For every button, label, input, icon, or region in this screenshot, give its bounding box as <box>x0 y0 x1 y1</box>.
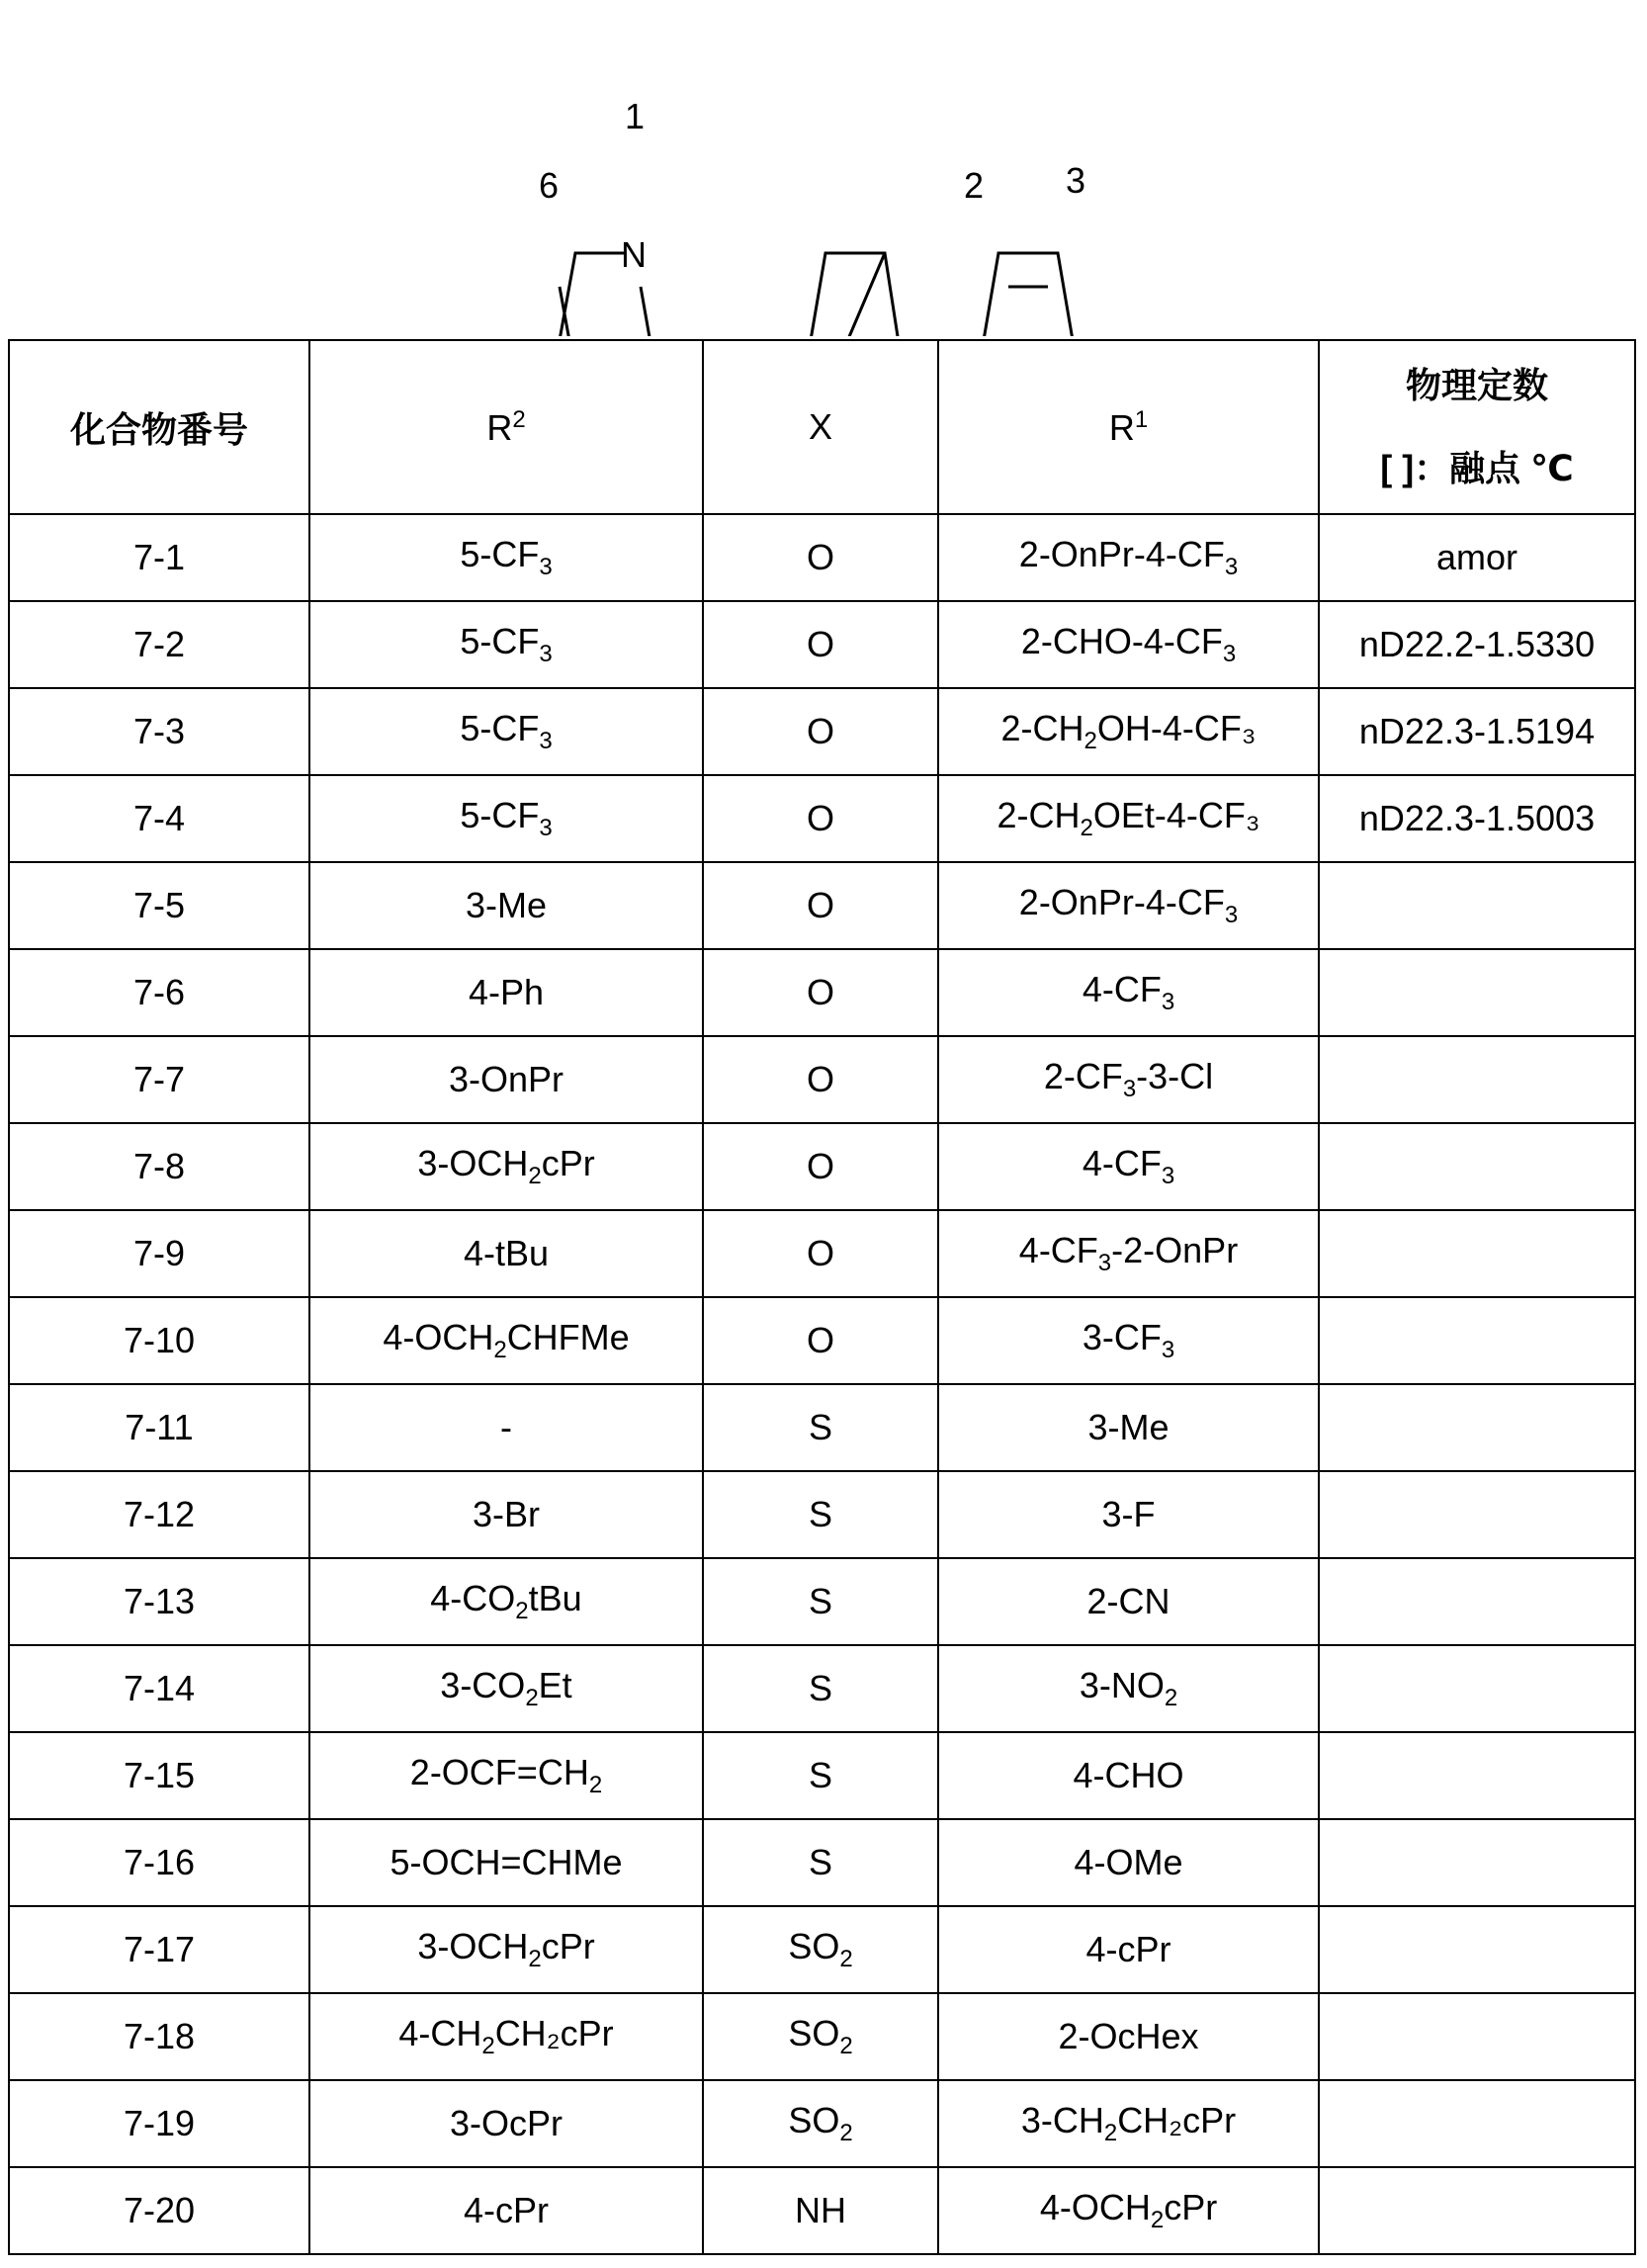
x-cell: S <box>703 1819 938 1906</box>
physical-constant-cell <box>1319 1645 1635 1732</box>
table-row <box>9 1036 1635 1123</box>
r1-cell: 4-OCH2cPr <box>938 2167 1319 2254</box>
physical-constant-cell <box>1319 1297 1635 1384</box>
compound-number-cell: 7-14 <box>9 1645 309 1732</box>
svg-text:6: 6 <box>539 165 559 206</box>
r2-cell: 4-Ph <box>309 949 703 1036</box>
r1-cell: 2-OcHex <box>938 1993 1319 2080</box>
compound-number-cell: 7-8 <box>9 1123 309 1210</box>
physical-constant-cell <box>1319 1036 1635 1123</box>
r2-cell: 4-CO2tBu <box>309 1558 703 1645</box>
table-row <box>9 601 1635 688</box>
x-cell: S <box>703 1645 938 1732</box>
r2-cell: 3-OCH2cPr <box>309 1123 703 1210</box>
physical-constant-cell <box>1319 862 1635 949</box>
table-row <box>9 1645 1635 1732</box>
compound-number-cell: 7-13 <box>9 1558 309 1645</box>
x-cell: S <box>703 1471 938 1558</box>
r2-cell: 3-OCH2cPr <box>309 1906 703 1993</box>
header-x: X <box>703 340 938 514</box>
r1-cell: 3-Me <box>938 1384 1319 1471</box>
table-row <box>9 1819 1635 1906</box>
x-cell: SO2 <box>703 1993 938 2080</box>
x-cell: O <box>703 1297 938 1384</box>
r2-cell: 4-OCH2CHFMe <box>309 1297 703 1384</box>
x-cell: SO2 <box>703 1906 938 1993</box>
r1-cell: 2-CN <box>938 1558 1319 1645</box>
physical-constant-cell <box>1319 2080 1635 2167</box>
svg-text:N: N <box>621 234 647 275</box>
table-row <box>9 688 1635 775</box>
physical-constant-cell <box>1319 1471 1635 1558</box>
r1-cell: 2-CF3-3-Cl <box>938 1036 1319 1123</box>
table-row <box>9 1210 1635 1297</box>
compound-number-cell: 7-18 <box>9 1993 309 2080</box>
table-row <box>9 862 1635 949</box>
r2-cell: 3-OcPr <box>309 2080 703 2167</box>
physical-constant-cell <box>1319 1123 1635 1210</box>
r2-cell: 2-OCF=CH2 <box>309 1732 703 1819</box>
x-cell: O <box>703 688 938 775</box>
r1-cell: 4-cPr <box>938 1906 1319 1993</box>
r2-cell: 5-OCH=CHMe <box>309 1819 703 1906</box>
physical-constant-cell <box>1319 2167 1635 2254</box>
svg-text:3: 3 <box>1066 160 1085 201</box>
compound-number-cell: 7-6 <box>9 949 309 1036</box>
physical-constant-cell: amor <box>1319 514 1635 601</box>
x-cell: SO2 <box>703 2080 938 2167</box>
table-row <box>9 514 1635 601</box>
r2-cell: 4-cPr <box>309 2167 703 2254</box>
r1-cell: 2-OnPr-4-CF3 <box>938 514 1319 601</box>
header-physical-constants: 物理定数 [ ]：融点 ℃ <box>1319 340 1635 514</box>
x-cell: O <box>703 601 938 688</box>
physical-constant-cell <box>1319 1993 1635 2080</box>
table-row <box>9 1993 1635 2080</box>
r1-cell: 3-NO2 <box>938 1645 1319 1732</box>
physical-constant-cell <box>1319 949 1635 1036</box>
r1-cell: 2-CHO-4-CF3 <box>938 601 1319 688</box>
r2-cell: 5-CF3 <box>309 514 703 601</box>
header-r2: R2 <box>309 340 703 514</box>
physical-constant-cell <box>1319 1384 1635 1471</box>
r2-cell: 4-tBu <box>309 1210 703 1297</box>
compound-number-cell: 7-9 <box>9 1210 309 1297</box>
r2-cell: 4-CH2CH₂cPr <box>309 1993 703 2080</box>
compound-number-cell: 7-20 <box>9 2167 309 2254</box>
r2-cell: 3-Me <box>309 862 703 949</box>
compound-number-cell: 7-16 <box>9 1819 309 1906</box>
compound-number-cell: 7-19 <box>9 2080 309 2167</box>
physical-constant-cell <box>1319 1210 1635 1297</box>
table-row <box>9 1471 1635 1558</box>
ring-numbers <box>514 96 1117 336</box>
physical-constant-cell <box>1319 1558 1635 1645</box>
compound-table <box>8 339 1636 2255</box>
x-cell: O <box>703 862 938 949</box>
table-row <box>9 1732 1635 1819</box>
table-row <box>9 1123 1635 1210</box>
r1-cell: 4-CF3 <box>938 949 1319 1036</box>
r2-cell: 5-CF3 <box>309 688 703 775</box>
structure-bonds <box>506 253 1117 336</box>
physical-constant-cell <box>1319 1906 1635 1993</box>
r1-cell: 4-OMe <box>938 1819 1319 1906</box>
table-header-row <box>9 340 1635 514</box>
r1-cell: 2-CH2OEt-4-CF₃ <box>938 775 1319 862</box>
chemical-structure <box>0 0 1647 336</box>
compound-number-cell: 7-2 <box>9 601 309 688</box>
r1-cell: 4-CF3-2-OnPr <box>938 1210 1319 1297</box>
r1-cell: 4-CHO <box>938 1732 1319 1819</box>
atom-labels <box>477 234 1157 336</box>
header-r1: R1 <box>938 340 1319 514</box>
physical-constant-cell: nD22.2-1.5330 <box>1319 601 1635 688</box>
compound-number-cell: 7-1 <box>9 514 309 601</box>
table-row <box>9 775 1635 862</box>
compound-number-cell: 7-4 <box>9 775 309 862</box>
x-cell: O <box>703 1210 938 1297</box>
compound-number-cell: 7-15 <box>9 1732 309 1819</box>
r1-cell: 2-CH2OH-4-CF₃ <box>938 688 1319 775</box>
compound-number-cell: 7-5 <box>9 862 309 949</box>
physical-constant-cell <box>1319 1819 1635 1906</box>
table-row <box>9 949 1635 1036</box>
table-row <box>9 2080 1635 2167</box>
compound-number-cell: 7-10 <box>9 1297 309 1384</box>
physical-constant-cell <box>1319 1732 1635 1819</box>
physical-constant-cell: nD22.3-1.5194 <box>1319 688 1635 775</box>
r1-cell: 3-CF3 <box>938 1297 1319 1384</box>
x-cell: S <box>703 1732 938 1819</box>
compound-number-cell: 7-17 <box>9 1906 309 1993</box>
physical-constant-cell: nD22.3-1.5003 <box>1319 775 1635 862</box>
compound-number-cell: 7-7 <box>9 1036 309 1123</box>
r1-cell: 4-CF3 <box>938 1123 1319 1210</box>
svg-text:2: 2 <box>964 165 984 206</box>
r2-cell: 3-Br <box>309 1471 703 1558</box>
compound-number-cell: 7-11 <box>9 1384 309 1471</box>
x-cell: O <box>703 1036 938 1123</box>
r2-cell: - <box>309 1384 703 1471</box>
x-cell: O <box>703 1123 938 1210</box>
x-cell: S <box>703 1558 938 1645</box>
table-row <box>9 1297 1635 1384</box>
svg-text:1: 1 <box>625 96 645 136</box>
r2-cell: 3-OnPr <box>309 1036 703 1123</box>
table-row <box>9 1558 1635 1645</box>
r2-cell: 5-CF3 <box>309 601 703 688</box>
table-row <box>9 1906 1635 1993</box>
x-cell: O <box>703 775 938 862</box>
r1-cell: 3-F <box>938 1471 1319 1558</box>
x-cell: NH <box>703 2167 938 2254</box>
table-row <box>9 2167 1635 2254</box>
r1-cell: 3-CH2CH₂cPr <box>938 2080 1319 2167</box>
header-compound-number: 化合物番号 <box>9 340 309 514</box>
r1-cell: 2-OnPr-4-CF3 <box>938 862 1319 949</box>
r2-cell: 5-CF3 <box>309 775 703 862</box>
x-cell: O <box>703 514 938 601</box>
r2-cell: 3-CO2Et <box>309 1645 703 1732</box>
table-row <box>9 1384 1635 1471</box>
compound-number-cell: 7-12 <box>9 1471 309 1558</box>
x-cell: S <box>703 1384 938 1471</box>
x-cell: O <box>703 949 938 1036</box>
compound-number-cell: 7-3 <box>9 688 309 775</box>
